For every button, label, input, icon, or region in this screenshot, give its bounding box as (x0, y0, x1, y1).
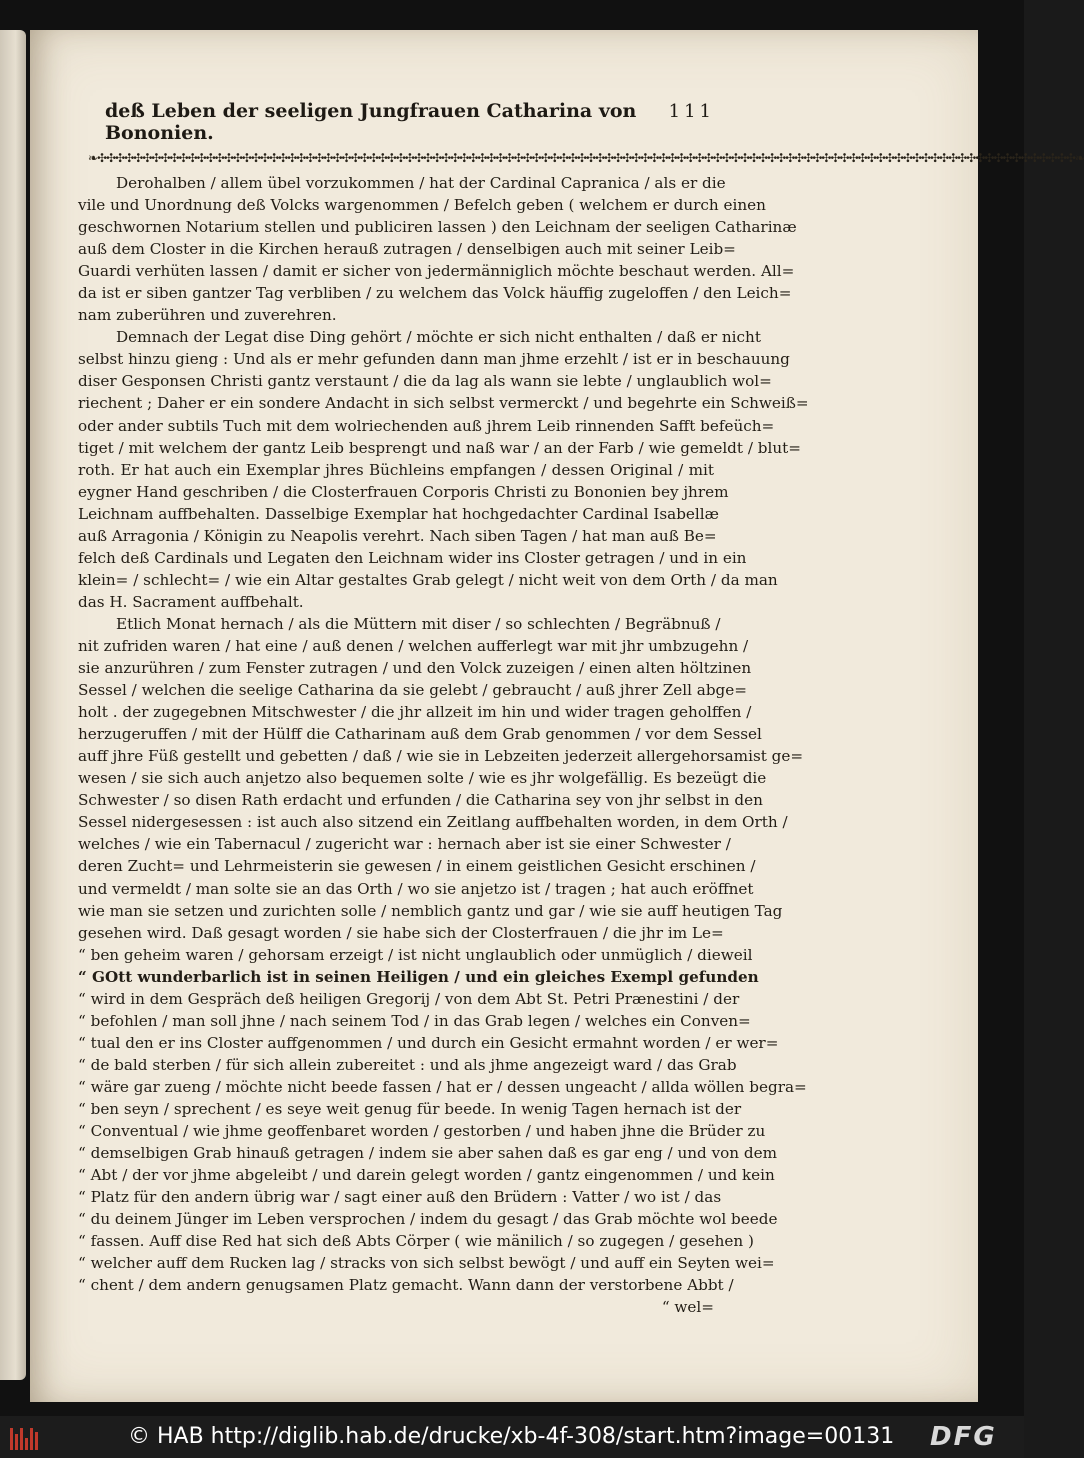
page-header (105, 100, 715, 144)
ornamental-rule: ❧✣✣✣✣✣✣✣✣✣✣✣✣✣✣✣✣✣✣✣✣✣✣✣✣✣✣✣✣✣✣✣✣✣✣✣✣✣✣✣✣✣✣✣✣✣✣✣✣✣✣✣✣✣✣✣✣✣✣✣✣✣✣✣✣✣✣✣✣✣✣✣✣✣✣✣✣✣✣✣✣✣✣✣✣✣✣✣✣✣✣✣✣✣✣✣✣✣✣✣✣✣✣✣✣✣✣✣✣❧ (88, 151, 1084, 165)
text-line: “ fassen. Auff dise Red hat sich deß Abts Cörper ( wie mänilich / so zugegen / gesehen ) (78, 1232, 754, 1251)
text-line: vile und Unordnung deß Volcks wargenommen / Befelch geben ( welchem er durch einen (78, 196, 766, 215)
text-line: gesehen wird. Daß gesagt worden / sie habe sich der Closterfrauen / die jhr im Le= (78, 923, 724, 942)
text-line: “ wel= (661, 1298, 714, 1317)
text-line: “ wäre gar zueng / möchte nicht beede fassen / hat er / dessen ungeacht / allda wöllen begra= (78, 1077, 807, 1096)
text-line: welches / wie ein Tabernacul / zugericht war : hernach aber ist sie einer Schwester / (78, 835, 731, 854)
text-line: Sessel / welchen die seelige Catharina da sie gelebt / gebraucht / auß jhrer Zell abge= (78, 681, 747, 700)
text-line: felch deß Cardinals und Legaten den Leichnam wider ins Closter getragen / und in ein (78, 548, 747, 567)
text-line: Sessel nidergesessen : ist auch also sitzend ein Zeitlang auffbehalten worden, in dem Orth / (78, 813, 788, 832)
text-line: Guardi verhüten lassen / damit er sicher von jedermänniglich möchte beschaut werden. All= (78, 262, 795, 281)
text-line: Etlich Monat hernach / als die Müttern mit diser / so schlechten / Begräbnuß / (116, 614, 721, 633)
text-line: Schwester / so disen Rath erdacht und erfunden / die Catharina sey von jhr selbst in den (78, 791, 763, 810)
text-line: da ist er siben gantzer Tag verbliben / zu welchem das Volck häuffig zugeloffen / den Leich= (78, 284, 792, 303)
text-line: roth. Er hat auch ein Exemplar jhres Büchleins empfangen / dessen Original / mit (78, 460, 714, 479)
viewer-footer (0, 1416, 1024, 1458)
text-line: holt . der zugegebnen Mitschwester / die jhr allzeit im hin und wider tragen geholffen / (78, 703, 752, 722)
text-line: Demnach der Legat dise Ding gehört / möchte er sich nicht enthalten / daß er nicht (116, 328, 761, 347)
copyright-link[interactable]: © HAB http://diglib.hab.de/drucke/xb-4f-308/start.htm?image=00131 (128, 1424, 895, 1449)
text-line: herzugeruffen / mit der Hülff die Catharinam auß dem Grab genommen / vor dem Sessel (78, 725, 762, 744)
text-line: tiget / mit welchem der gantz Leib besprengt und naß war / an der Farb / wie gemeldt / blut= (78, 438, 801, 457)
text-line: eygner Hand geschriben / die Closterfrauen Corporis Christi zu Bononien bey jhrem (78, 482, 729, 501)
text-line: “ Platz für den andern übrig war / sagt einer auß den Brüdern : Vatter / wo ist / das (78, 1188, 722, 1207)
text-line: auß Arragonia / Königin zu Neapolis verehrt. Nach siben Tagen / hat man auß Be= (78, 526, 717, 545)
text-line: “ welcher auff dem Rucken lag / stracks von sich selbst bewögt / und auff ein Seyten wei= (78, 1254, 775, 1273)
text-line: geschwornen Notarium stellen und publiciren lassen ) den Leichnam der seeligen Catharinæ (78, 218, 797, 237)
text-line: “ ben geheim waren / gehorsam erzeigt / ist nicht unglaublich oder unmüglich / dieweil (78, 945, 753, 964)
page-body-text (78, 172, 809, 1317)
text-line: “ du deinem Jünger im Leben versprochen / indem du gesagt / das Grab möchte wol beede (78, 1210, 778, 1229)
text-line: nam zuberühren und zuverehren. (78, 306, 337, 325)
text-line: sie anzurühren / zum Fenster zutragen / und den Volck zuzeigen / einen alten höltzinen (78, 659, 752, 678)
hab-barcode-logo-icon (10, 1426, 40, 1450)
dfg-logo: DFG (930, 1422, 997, 1452)
text-line: “ chent / dem andern genugsamen Platz gemacht. Wann dann der verstorbene Abbt / (78, 1276, 734, 1295)
text-line: auß dem Closter in die Kirchen herauß zutragen / denselbigen auch mit seiner Leib= (78, 240, 736, 259)
text-line: “ GOtt wunderbarlich ist in seinen Heiligen / und ein gleiches Exempl gefunden (78, 967, 759, 986)
text-line: “ ben seyn / sprechent / es seye weit genug für beede. In wenig Tagen hernach ist der (78, 1099, 742, 1118)
text-line: klein= / schlecht= / wie ein Altar gestaltes Grab gelegt / nicht weit von dem Orth / da man (78, 570, 778, 589)
text-line: oder ander subtils Tuch mit dem wolriechenden auß jhrem Leib rinnenden Safft befeüch= (78, 416, 775, 435)
text-line: “ Conventual / wie jhme geoffenbaret worden / gestorben / und haben jhne die Brüder zu (78, 1122, 766, 1141)
text-line: selbst hinzu gieng : Und als er mehr gefunden dann man jhme erzehlt / ist er in beschauung (78, 350, 790, 369)
text-line: Derohalben / allem übel vorzukommen / hat der Cardinal Capranica / als er die (116, 174, 726, 192)
text-line: “ Abt / der vor jhme abgeleibt / und darein gelegt worden / gantz eingenommen / und kein (78, 1166, 775, 1185)
text-line: wie man sie setzen und zurichten solle / nemblich gantz und gar / wie sie auff heutigen Tag (78, 901, 783, 920)
text-line: wesen / sie sich auch anjetzo also bequemen solte / wie es jhr wolgefällig. Es bezeügt die (78, 769, 767, 788)
text-line: “ de bald sterben / für sich allein zubereitet : und als jhme angezeigt ward / das Grab (78, 1055, 737, 1074)
text-line: auff jhre Füß gestellt und gebetten / daß / wie sie in Lebzeiten jederzeit allergehorsamist ge= (78, 747, 804, 766)
text-line: nit zufriden waren / hat eine / auß denen / welchen aufferlegt war mit jhr umbzugehn / (78, 636, 749, 655)
text-line: “ tual den er ins Closter auffgenommen / und durch ein Gesicht ermahnt worden / er wer= (78, 1033, 779, 1052)
text-line: riechent ; Daher er ein sondere Andacht in sich selbst vermerckt / und begehrte ein Schweiß= (78, 394, 809, 413)
text-line: Leichnam auffbehalten. Dasselbige Exemplar hat hochgedachter Cardinal Isabellæ (78, 504, 719, 523)
text-line: das H. Sacrament auffbehalt. (78, 592, 304, 611)
text-line: “ demselbigen Grab hinauß getragen / indem sie aber sahen daß es gar eng / und von dem (78, 1144, 778, 1163)
text-line: diser Gesponsen Christi gantz verstaunt / die da lag als wann sie lebte / unglaublich wol= (78, 372, 772, 391)
text-line: deren Zucht= und Lehrmeisterin sie gewesen / in einem geistlichen Gesicht erschinen / (78, 857, 756, 876)
text-line: und vermeldt / man solte sie an das Orth / wo sie anjetzo ist / tragen ; hat auch eröffnet (78, 879, 754, 898)
text-line: “ befohlen / man soll jhne / nach seinem Tod / in das Grab legen / welches ein Conven= (78, 1011, 751, 1030)
page-number: 111 (668, 101, 715, 122)
running-title: deß Leben der seeligen Jungfrauen Catharina von Bononien. (105, 100, 637, 144)
left-page-edge (0, 30, 26, 1380)
text-line: “ wird in dem Gespräch deß heiligen Gregorij / von dem Abt St. Petri Prænestini / der (78, 989, 740, 1008)
